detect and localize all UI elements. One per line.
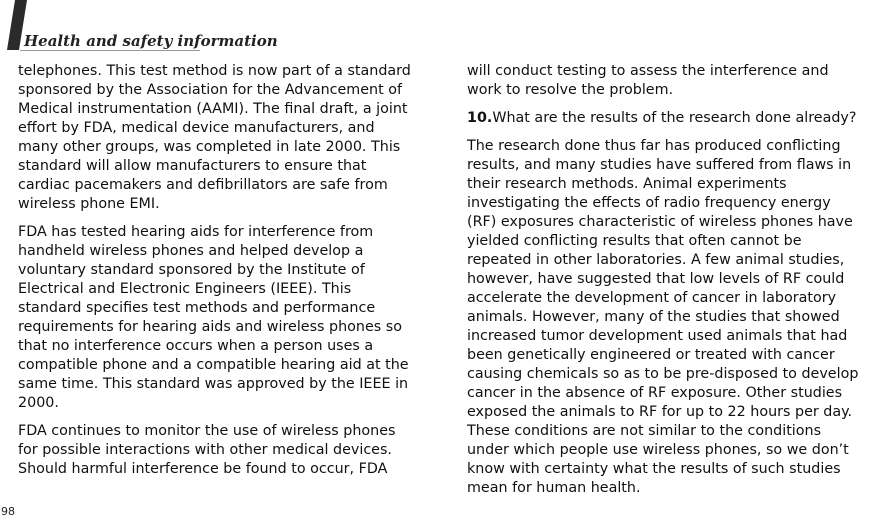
text-line: (RF) exposures characteristic of wireless phones have [467,214,853,230]
paragraph-standard-aami [18,62,428,214]
text-line: effort by FDA, medical device manufacturers, and [18,120,375,136]
text-line: repeated in other laboratories. A few animal studies, [467,252,845,268]
text-line: causing chemicals so as to be pre-disposed to develop [467,366,859,382]
text-line: mean for human health. [467,480,641,496]
paragraph-fda-monitor [18,422,428,479]
text-line: FDA continues to monitor the use of wireless phones [18,423,396,439]
page-number: 98 [1,505,15,518]
text-line: investigating the effects of radio frequency energy [467,195,831,211]
text-line: work to resolve the problem. [467,82,674,98]
text-line: handheld wireless phones and helped develop a [18,243,364,259]
question-text: What are the results of the research done already? [492,110,857,126]
paragraph-research-results [467,137,867,498]
text-line: telephones. This test method is now part of a standard [18,63,411,79]
text-line: increased tumor development used animals that had [467,328,848,344]
text-line: exposed the animals to RF for up to 22 hours per day. [467,404,853,420]
text-line: 2000. [18,395,59,411]
paragraph-continued [467,62,867,100]
text-line: many other groups, was completed in late 2000. This [18,139,401,155]
section-title: Health and safety information [24,32,278,50]
text-line: cardiac pacemakers and defibrillators are safe from [18,177,388,193]
text-line: Electrical and Electronic Engineers (IEEE). This [18,281,352,297]
text-line: These conditions are not similar to the conditions [467,423,822,439]
text-line: yielded conflicting results that often cannot be [467,233,802,249]
text-line: same time. This standard was approved by the IEEE in [18,376,409,392]
text-line: voluntary standard sponsored by the Institute of [18,262,365,278]
text-line: Should harmful interference be found to occur, FDA [18,461,388,477]
question-number: 10. [467,110,493,126]
text-line: compatible phone and a compatible hearing aid at the [18,357,409,373]
text-line: their research methods. Animal experiments [467,176,787,192]
text-line: animals. However, many of the studies that showed [467,309,840,325]
right-column [467,62,867,507]
text-line: cancer in the absence of RF exposure. Other studies [467,385,843,401]
text-line: under which people use wireless phones, so we don’t [467,442,849,458]
question-heading [467,109,867,128]
text-line: Medical instrumentation (AAMI). The final draft, a joint [18,101,408,117]
text-line: FDA has tested hearing aids for interference from [18,224,374,240]
text-line: for possible interactions with other medical devices. [18,442,392,458]
text-line: wireless phone EMI. [18,196,160,212]
text-line: will conduct testing to assess the interference and [467,63,829,79]
text-line: sponsored by the Association for the Advancement of [18,82,403,98]
paragraph-hearing-aids [18,223,428,413]
text-line: requirements for hearing aids and wireless phones so [18,319,402,335]
left-column [18,62,428,488]
text-line: that no interference occurs when a person uses a [18,338,374,354]
text-line: standard will allow manufacturers to ensure that [18,158,367,174]
text-line: however, have suggested that low levels of RF could [467,271,845,287]
text-line: The research done thus far has produced conflicting [467,138,841,154]
text-line: accelerate the development of cancer in laboratory [467,290,837,306]
text-line: know with certainty what the results of such studies [467,461,841,477]
header-rule [20,50,200,51]
text-line: been genetically engineered or treated with cancer [467,347,835,363]
text-line: standard specifies test methods and performance [18,300,376,316]
text-line: results, and many studies have suffered from flaws in [467,157,852,173]
